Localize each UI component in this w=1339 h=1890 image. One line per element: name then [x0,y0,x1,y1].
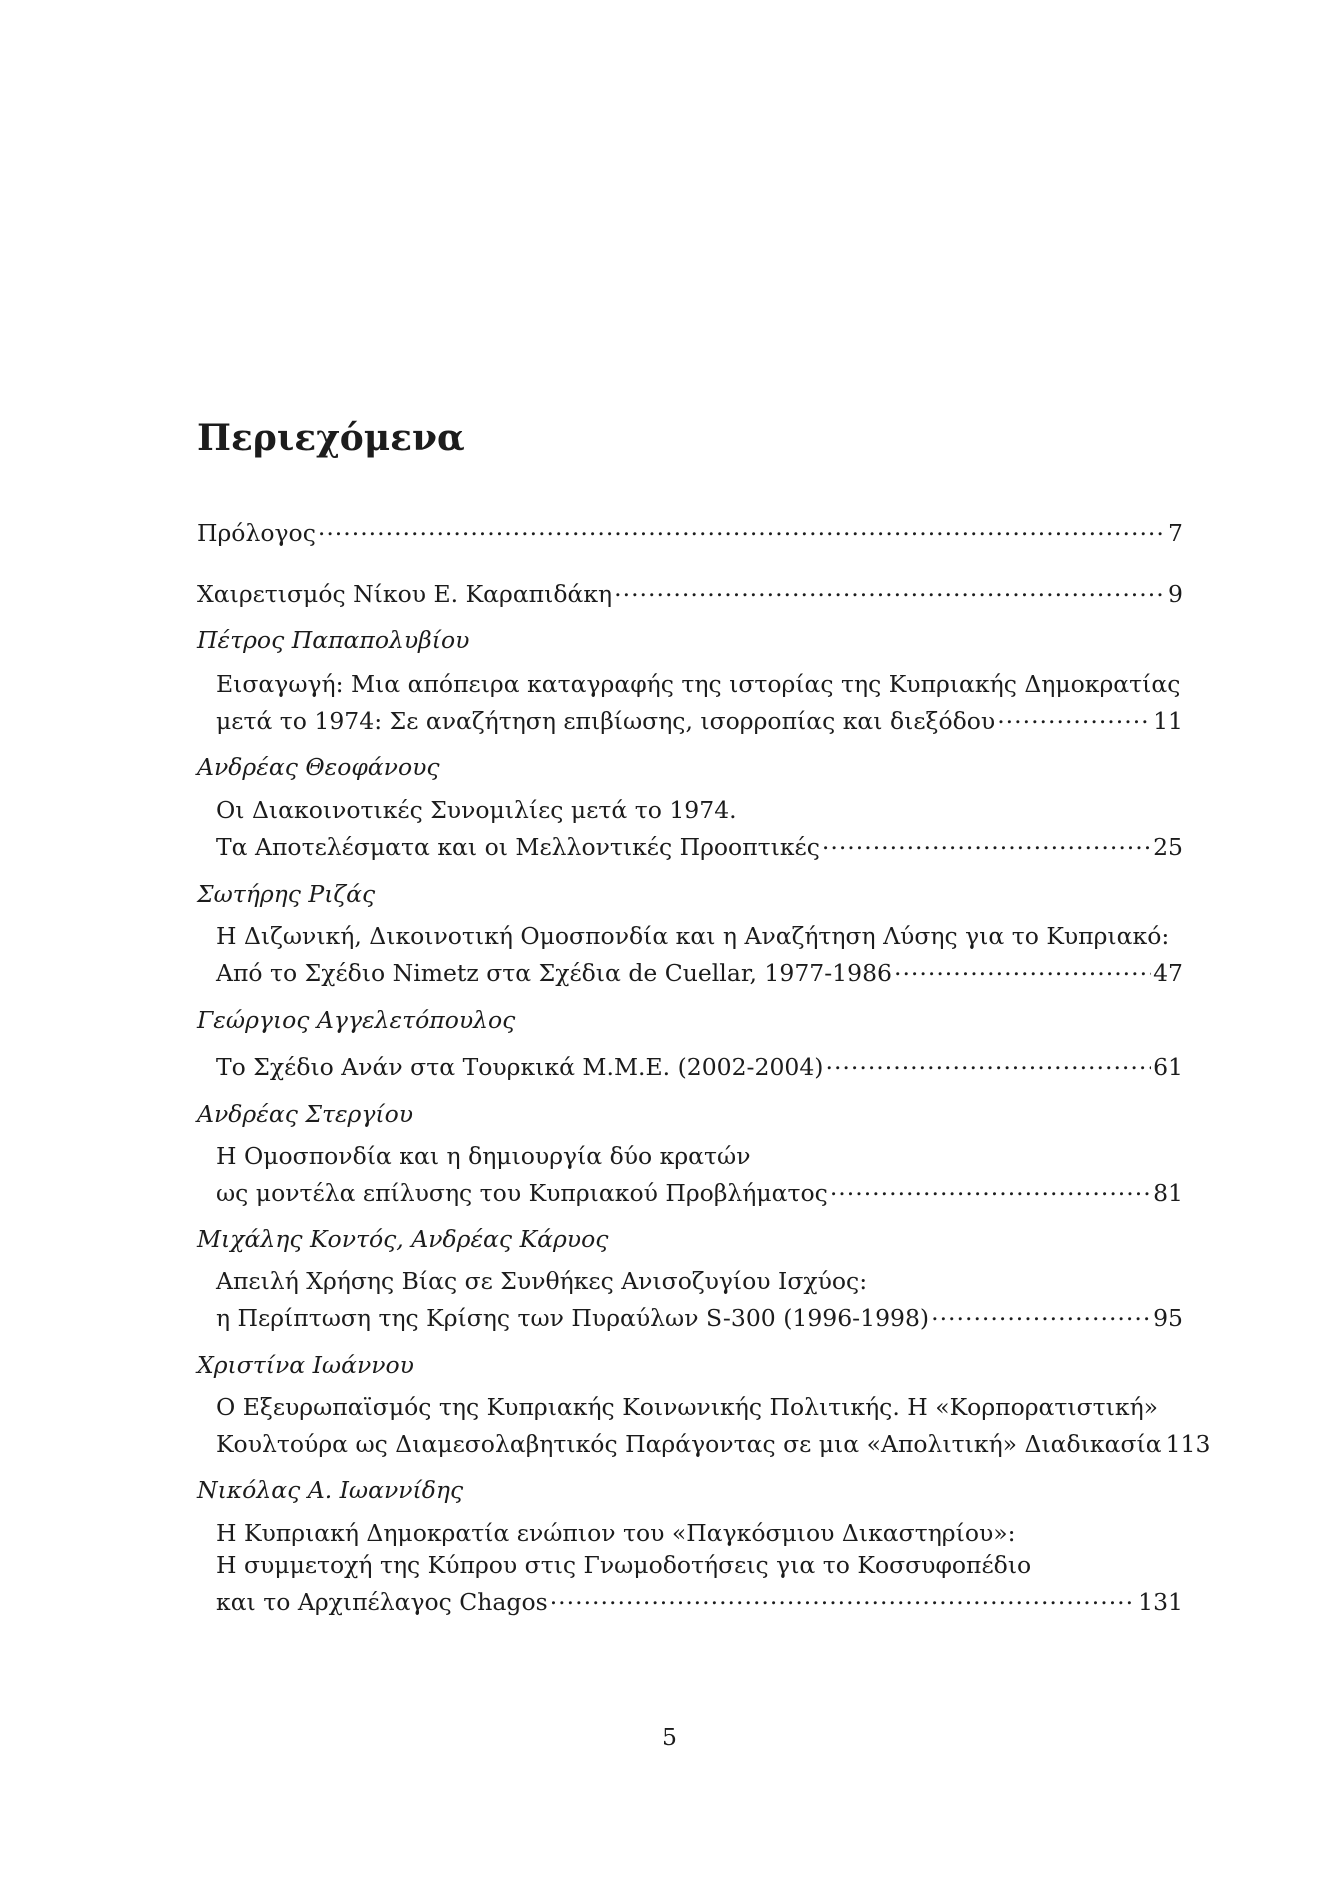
toc-title-line: μετά το 1974: Σε αναζήτηση επιβίωσης, ισορροπίας και διεξόδου [216,706,996,735]
toc-title-line: Απειλή Χρήσης Βίας σε Συνθήκες Ανισοζυγίου Ισχύος: [216,1267,868,1295]
toc-entry-page: 47 [1153,958,1183,987]
toc-entry-page: 9 [1168,579,1183,608]
toc-title-line: Η Διζωνική, Δικοινοτική Ομοσπονδία και η Αναζήτηση Λύσης για το Κυπριακό: [216,922,1170,950]
toc-entry-page: 61 [1153,1052,1183,1081]
toc-entry-chapter-7[interactable] [216,1428,1211,1458]
toc-entry-prologue[interactable] [197,517,1183,545]
toc-author: Πέτρος Παπαπολυβίου [197,626,470,654]
toc-heading: Περιεχόμενα [197,417,465,459]
toc-entry-chapter-4[interactable] [216,1051,1183,1079]
toc-title-line: Από το Σχέδιο Nimetz στα Σχέδια de Cuellar, 1977-1986 [216,958,892,987]
toc-entry-title: Πρόλογος [197,518,316,547]
dot-leader [997,705,1151,729]
toc-entry-chapter-5[interactable] [216,1177,1183,1205]
toc-entry-page: 11 [1153,706,1183,735]
dot-leader [830,1177,1151,1201]
toc-author: Ανδρέας Στεργίου [197,1100,414,1128]
toc-author: Μιχάλης Κοντός, Ανδρέας Κάρυος [197,1225,609,1253]
toc-author: Γεώργιος Αγγελετόπουλος [197,1006,516,1034]
toc-entry-page: 81 [1153,1178,1183,1207]
toc-title-line: ως μοντέλα επίλυσης του Κυπριακού Προβλήματος [216,1178,828,1207]
toc-title-line: Το Σχέδιο Ανάν στα Τουρκικά Μ.Μ.Ε. (2002-2004) [216,1052,824,1081]
toc-author: Σωτήρης Ριζάς [197,880,376,908]
dot-leader [931,1302,1151,1326]
toc-title-line: Ο Εξευρωπαϊσμός της Κυπριακής Κοινωνικής Πολιτικής. Η «Κορπορατιστική» [216,1393,1159,1421]
toc-title-line: Εισαγωγή: Μια απόπειρα καταγραφής της ιστορίας της Κυπριακής Δημοκρατίας [216,670,1181,698]
toc-entry-chapter-6[interactable] [216,1302,1183,1330]
toc-author: Ανδρέας Θεοφάνους [197,753,440,781]
toc-entry-chapter-3[interactable] [216,957,1183,985]
dot-leader [825,1051,1151,1075]
toc-entry-title: Χαιρετισμός Νίκου Ε. Καραπιδάκη [197,579,613,608]
dot-leader [318,517,1166,541]
dot-leader [550,1586,1136,1610]
toc-title-line: και το Αρχιπέλαγος Chagos [216,1587,548,1616]
toc-entry-introduction[interactable] [216,705,1183,733]
toc-author: Νικόλας Α. Ιωαννίδης [197,1476,464,1504]
toc-entry-greeting[interactable] [197,578,1183,606]
toc-entry-chapter-2[interactable] [216,831,1183,859]
toc-entry-page: 113 [1165,1429,1211,1458]
toc-author: Χριστίνα Ιωάννου [197,1351,414,1379]
toc-title-line: Η Ομοσπονδία και η δημιουργία δύο κρατών [216,1142,751,1170]
toc-entry-page: 25 [1153,832,1183,861]
page-number: 5 [662,1723,677,1751]
dot-leader [894,957,1151,981]
toc-entry-chapter-8[interactable] [216,1586,1183,1614]
toc-entry-page: 7 [1168,518,1183,547]
dot-leader [822,831,1151,855]
toc-title-line: Τα Αποτελέσματα και οι Μελλοντικές Προοπτικές [216,832,820,861]
dot-leader [614,578,1166,602]
toc-title-line: Κουλτούρα ως Διαμεσολαβητικός Παράγοντας σε μια «Απολιτική» Διαδικασία [216,1429,1162,1458]
toc-title-line: η Περίπτωση της Κρίσης των Πυραύλων S-300 (1996-1998) [216,1303,930,1332]
toc-entry-page: 95 [1153,1303,1183,1332]
toc-title-line: Η Κυπριακή Δημοκρατία ενώπιον του «Παγκόσμιου Δικαστηρίου»: [216,1519,1016,1547]
toc-entry-page: 131 [1138,1587,1183,1616]
toc-title-line: Η συμμετοχή της Κύπρου στις Γνωμοδοτήσεις για το Κοσσυφοπέδιο [216,1551,1032,1579]
toc-title-line: Οι Διακοινοτικές Συνομιλίες μετά το 1974. [216,796,737,824]
